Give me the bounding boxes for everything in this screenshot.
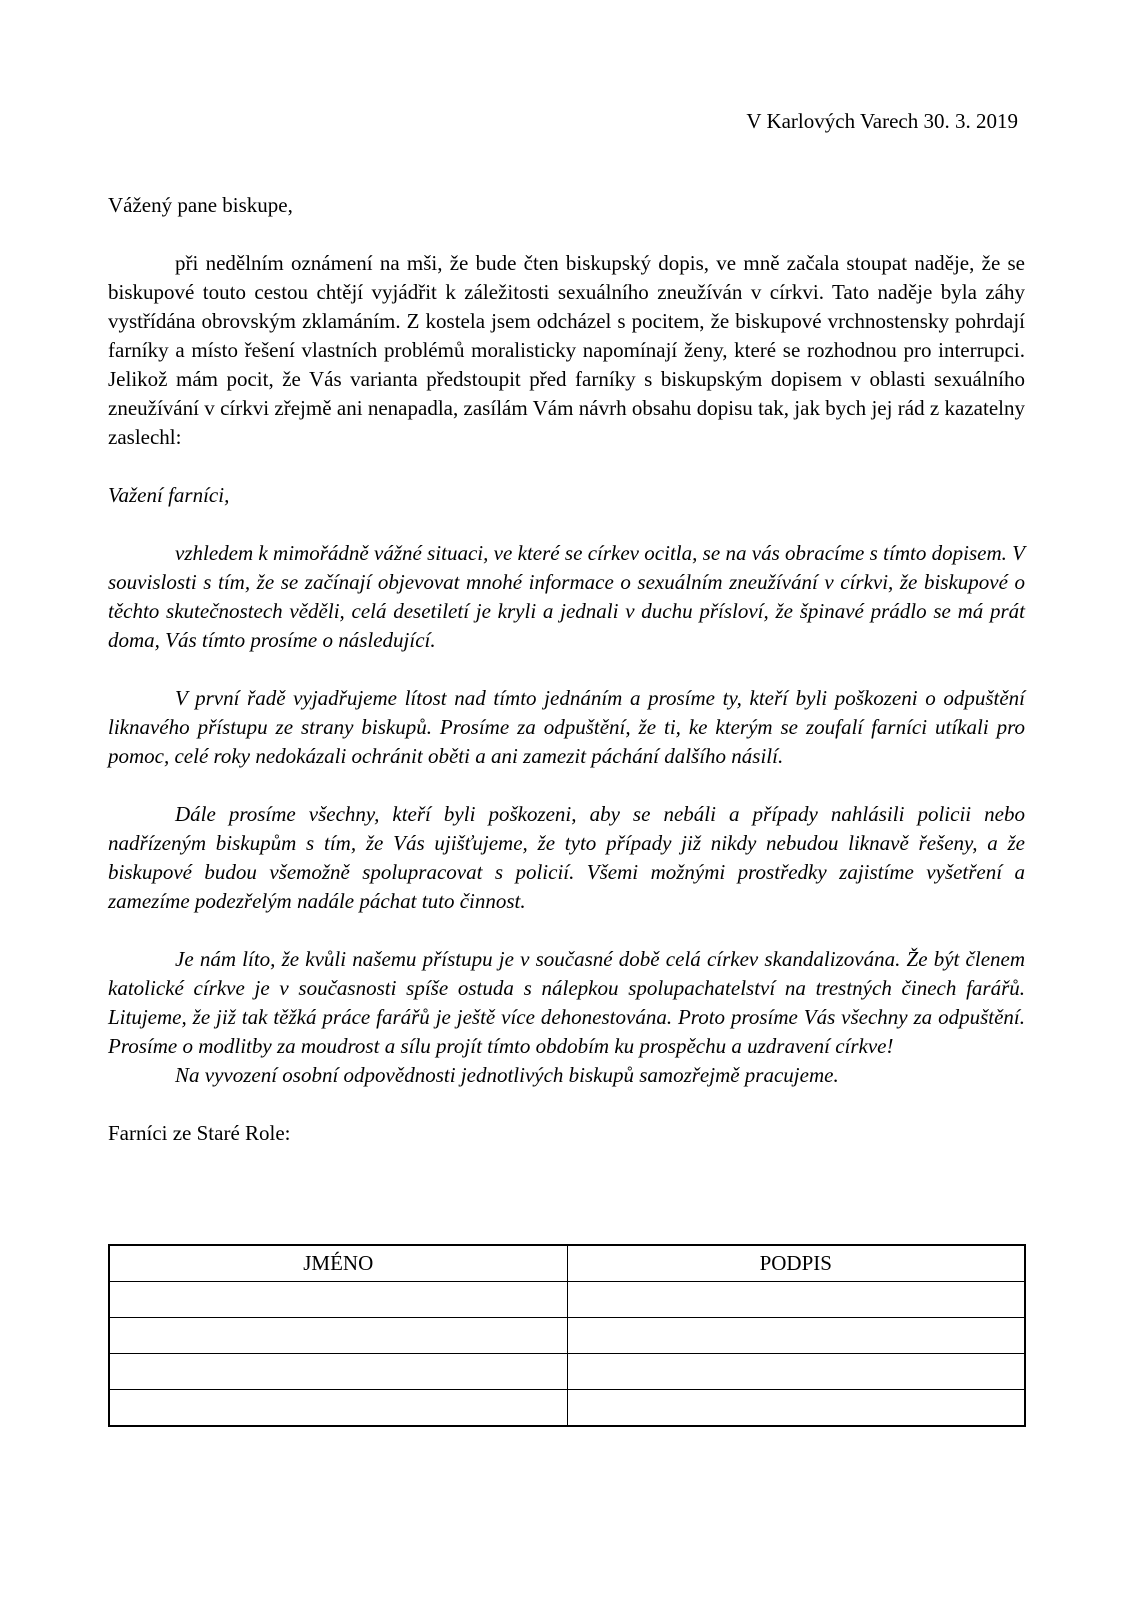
- date-line: V Karlových Varech 30. 3. 2019: [746, 109, 1018, 133]
- signature-cell[interactable]: [567, 1354, 1025, 1390]
- proposed-paragraph-4: Je nám líto, že kvůli našemu přístupu je v současné době celá církev skandalizována. Že být členem katolické církve je v současnosti spíše ostuda s nálepkou spolupachatelství na trestných činech farářů. Litujeme, že již tak těžká práce farářů je ještě více dehonestována. Proto prosíme Vás všechny za odpuštění. Prosíme o modlitby za moudrost a sílu projít tímto obdobím ku prospěchu a uzdravení církve!: [108, 947, 1025, 1058]
- column-header-name: JMÉNO: [109, 1245, 567, 1282]
- proposed-paragraph-5: Na vyvození osobní odpovědnosti jednotlivých biskupů samozřejmě pracujeme.: [175, 1063, 839, 1087]
- intro-paragraph: při nedělním oznámení na mši, že bude čten biskupský dopis, ve mně začala stoupat naděje, že se biskupové touto cestou chtějí vyjádřit k záležitosti sexuálního zneužíván v církvi. Tato naděje byla záhy vystřídána obrovským zklamáním. Z kostela jsem odcházel s pocitem, že biskupové vrchnostensky pohrdají farníky a místo řešení vlastních problémů moralisticky napomínají ženy, které se rozhodnou pro interrupci. Jelikož mám pocit, že Vás varianta předstoupit před farníky s biskupským dopisem v oblasti sexuálního zneužívání v církvi zřejmě ani nenapadla, zasílám Vám návrh obsahu dopisu tak, jak bych jej rád z kazatelny zaslechl:: [108, 251, 1025, 449]
- proposed-paragraph-3: Dále prosíme všechny, kteří byli poškozeni, aby se nebáli a případy nahlásili policii nebo nadřízeným biskupům s tím, že Vás ujišťujeme, že tyto případy již nikdy nebudou liknavě řešeny, a že biskupové budou všemožně spolupracovat s policií. Všemi možnými prostředky zajistíme vyšetření a zamezíme podezřelým nadále páchat tuto činnost.: [108, 802, 1025, 913]
- proposed-salutation: Važení farníci,: [108, 483, 230, 507]
- column-header-signature: PODPIS: [567, 1245, 1025, 1282]
- proposed-paragraph-1: vzhledem k mimořádně vážné situaci, ve které se církev ocitla, se na vás obracíme s tímto dopisem. V souvislosti s tím, že se začínají objevovat mnohé informace o sexuálním zneužívání v církvi, že biskupové o těchto skutečnostech věděli, celá desetiletí je kryli a jednali v duchu přísloví, že špinavé prádlo se má prát doma, Vás tímto prosíme o následující.: [108, 541, 1025, 652]
- signature-cell[interactable]: [567, 1282, 1025, 1318]
- table-header-row: [109, 1245, 1025, 1282]
- name-cell[interactable]: [109, 1318, 567, 1354]
- table-row: [109, 1390, 1025, 1427]
- letter-body: [108, 191, 1025, 1148]
- table-row: [109, 1354, 1025, 1390]
- signature-cell[interactable]: [567, 1318, 1025, 1354]
- salutation: Vážený pane biskupe,: [108, 193, 293, 217]
- signature-table: [108, 1244, 1026, 1427]
- proposed-paragraph-2: V první řadě vyjadřujeme lítost nad tímto jednáním a prosíme ty, kteří byli poškozeni o odpuštění liknavého přístupu ze strany biskupů. Prosíme za odpuštění, že ti, ke kterým se zoufalí farníci utíkali pro pomoc, celé roky nedokázali ochránit oběti a ani zamezit páchání dalšího násilí.: [108, 686, 1025, 768]
- name-cell[interactable]: [109, 1282, 567, 1318]
- table-row: [109, 1318, 1025, 1354]
- name-cell[interactable]: [109, 1354, 567, 1390]
- signature-cell[interactable]: [567, 1390, 1025, 1427]
- table-row: [109, 1282, 1025, 1318]
- name-cell[interactable]: [109, 1390, 567, 1427]
- signers-label: Farníci ze Staré Role:: [108, 1121, 291, 1145]
